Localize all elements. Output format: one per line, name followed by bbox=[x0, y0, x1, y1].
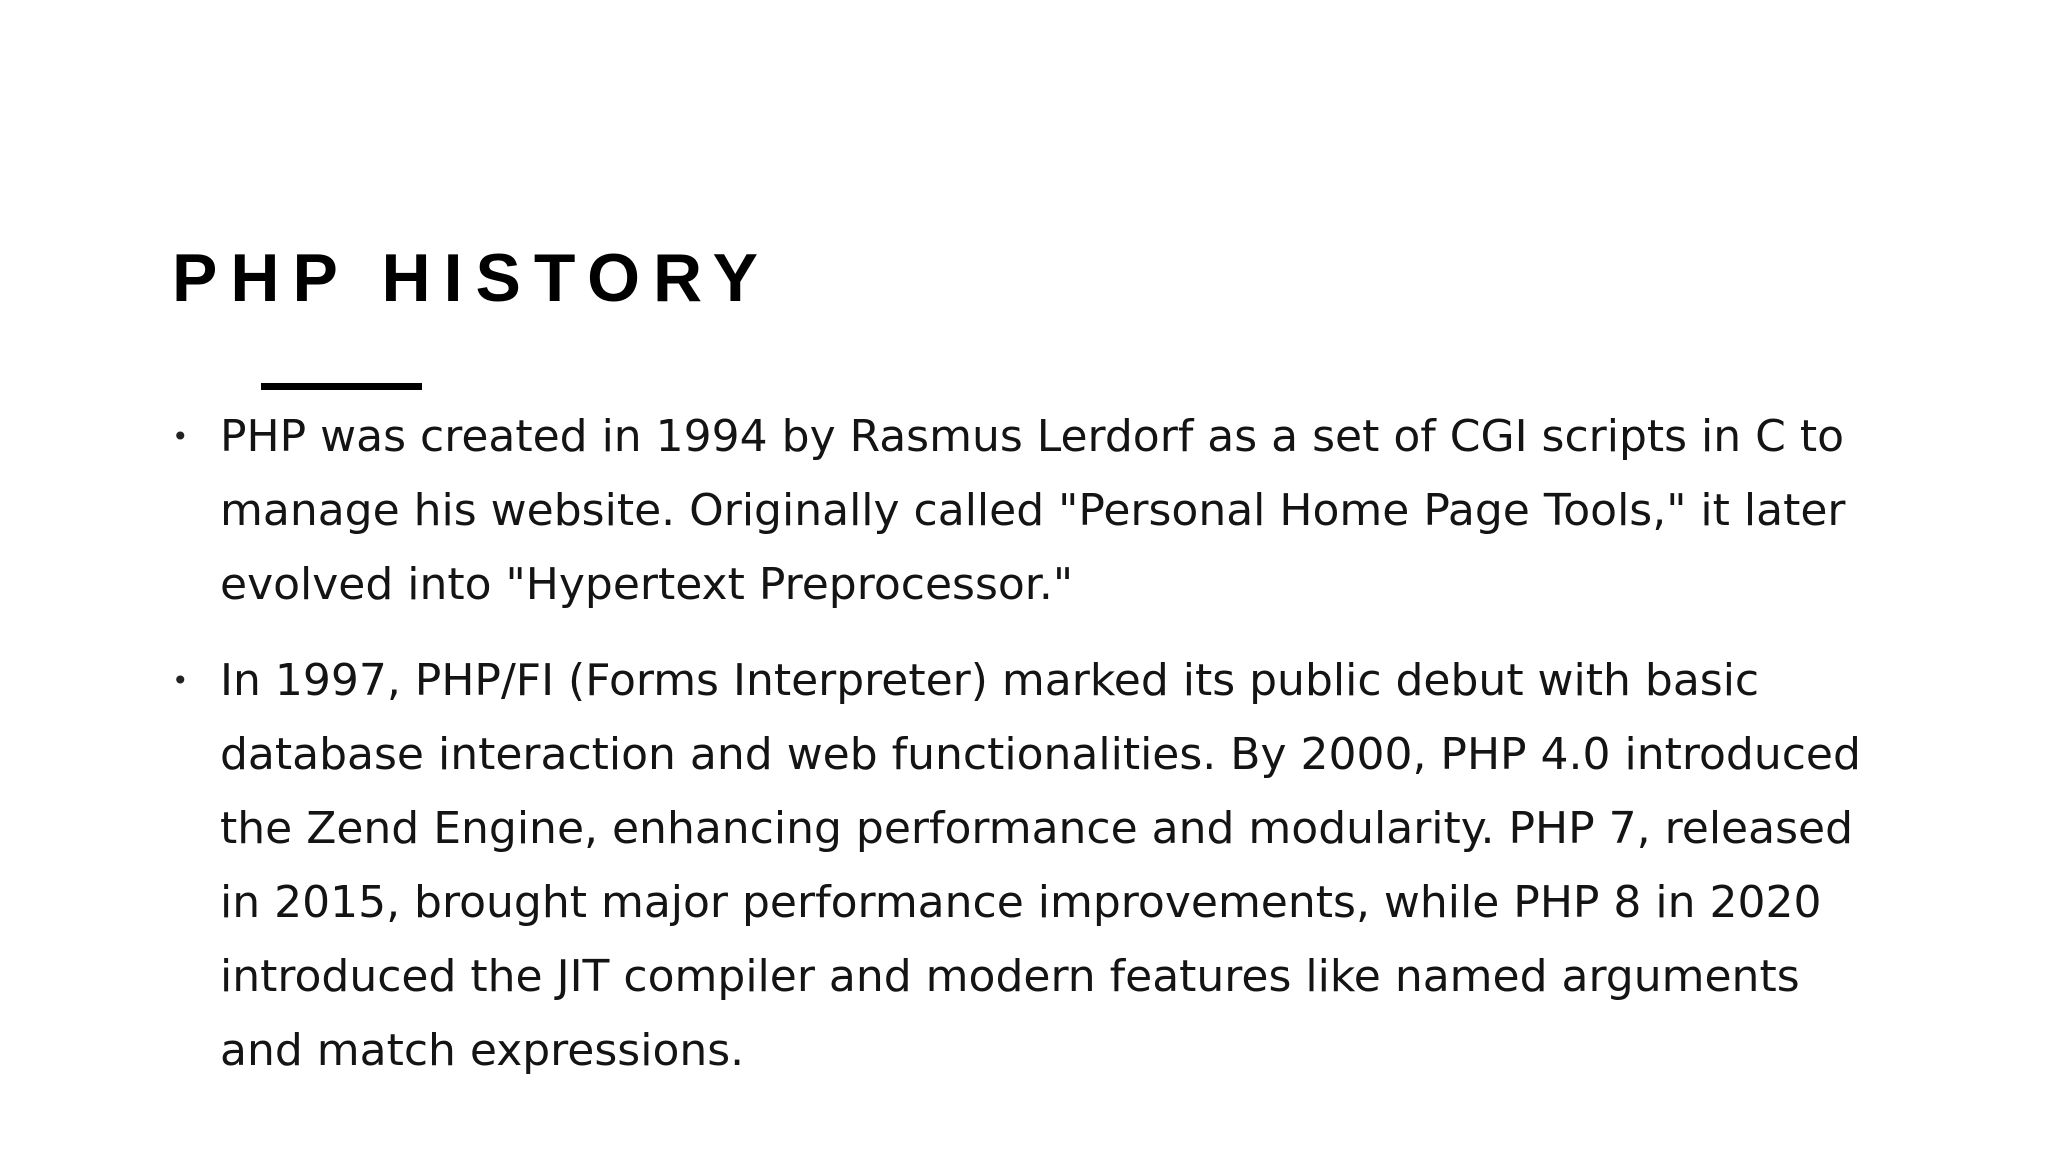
slide-title: PHP HISTORY bbox=[172, 240, 771, 316]
bullet-marker: • bbox=[172, 664, 189, 697]
bullet-list bbox=[172, 400, 1872, 1110]
title-underline-rule bbox=[261, 383, 422, 390]
bullet-item-evolution bbox=[172, 644, 1872, 1088]
bullet-text: PHP was created in 1994 by Rasmus Lerdorf as a set of CGI scripts in C to manage his website. Originally called "Personal Home Page Tools," it later evolved into "Hypertext Preprocessor." bbox=[220, 411, 1846, 610]
bullet-item-origin bbox=[172, 400, 1872, 622]
bullet-text: In 1997, PHP/FI (Forms Interpreter) marked its public debut with basic database interaction and web functionalities. By 2000, PHP 4.0 introduced the Zend Engine, enhancing performance and modularity. PHP 7, released in 2015, brought major performance improvements, while PHP 8 in 2020 introduced the JIT compiler and modern features like named arguments and match expressions. bbox=[220, 655, 1861, 1076]
bullet-marker: • bbox=[172, 420, 189, 453]
